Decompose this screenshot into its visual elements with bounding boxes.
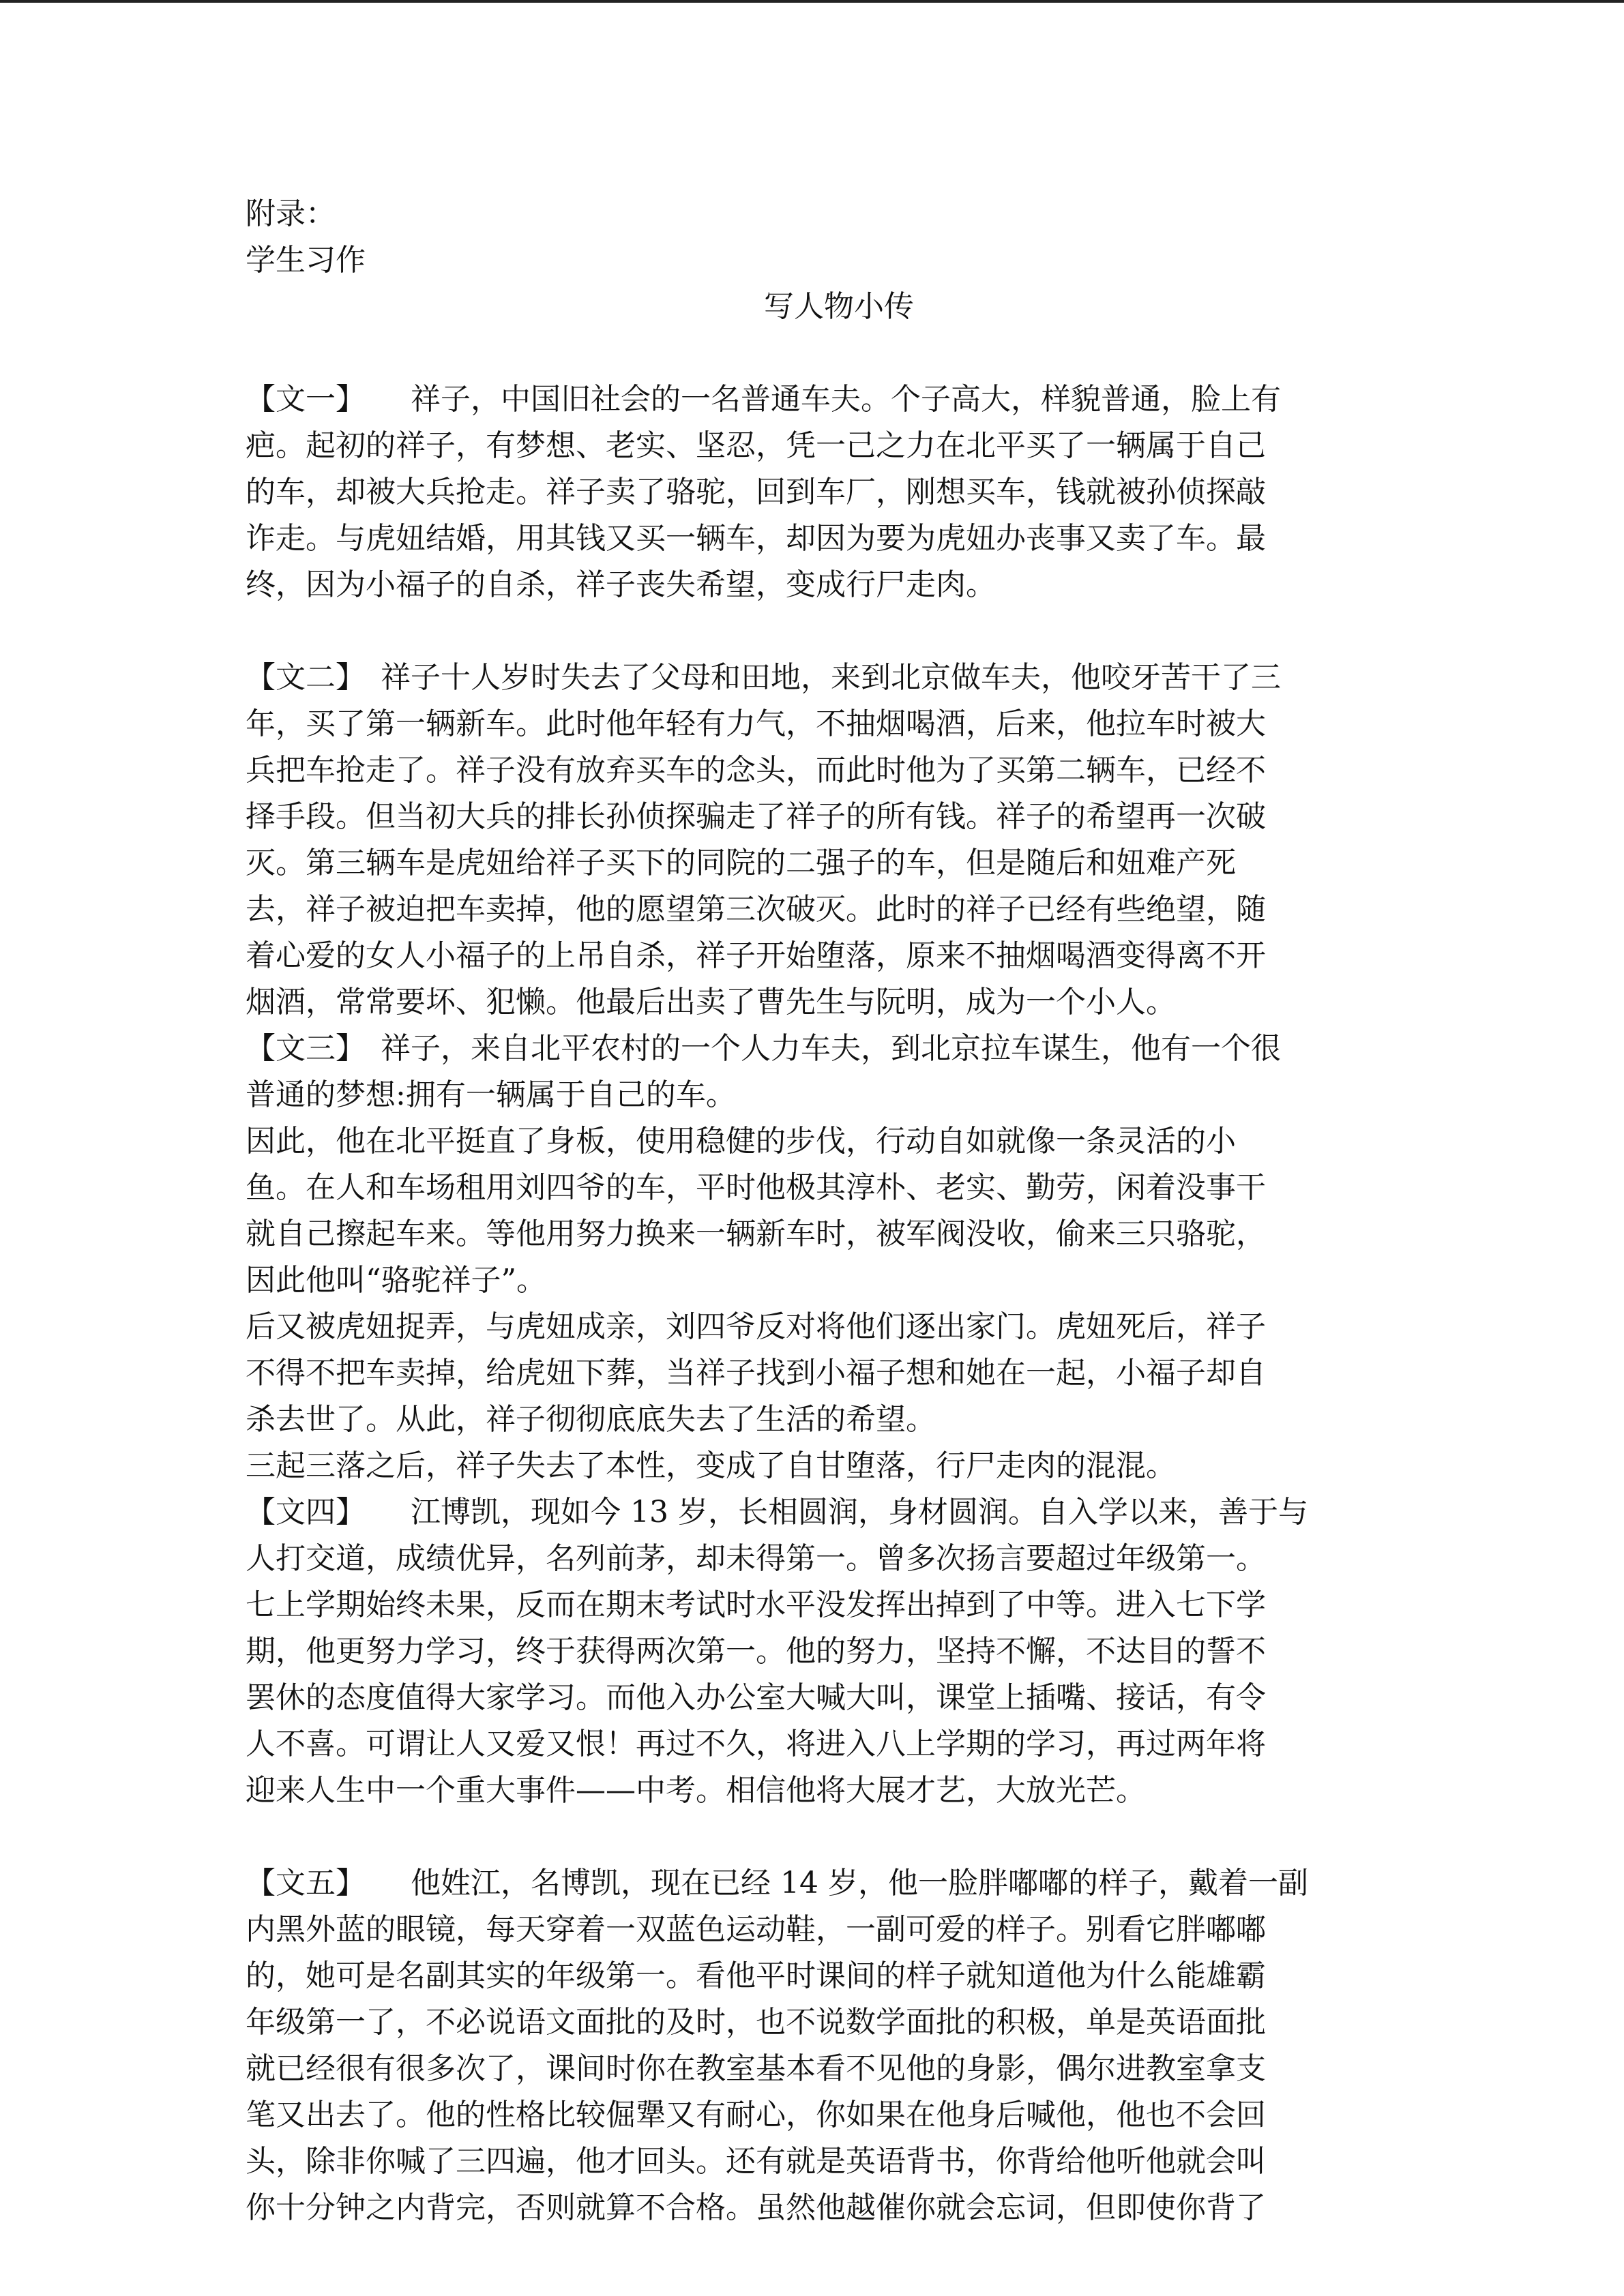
text-line: 终，因为小福子的自杀，祥子丧失希望，变成行尸走肉。: [246, 567, 996, 602]
text-line: 烟酒，常常要坏、犯懒。他最后出卖了曹先生与阮明，成为一个小人。: [246, 985, 1176, 1019]
essay-3-paragraph-1: [246, 1026, 1378, 1118]
essay-2: [246, 655, 1378, 1026]
essay-4-paragraph-1: [246, 1489, 1378, 1814]
text-line: 【文三】 祥子，来自北平农村的一个人力车夫，到北京拉车谋生，他有一个很: [246, 1031, 1281, 1066]
text-line: 你十分钟之内背完，否则就算不合格。虽然他越催你就会忘词，但即使你背了: [246, 2190, 1266, 2225]
text-line: 就自己擦起车来。等他用努力换来一辆新车时，被军阀没收，偷来三只骆驼，: [246, 1217, 1266, 1251]
text-line: 罢休的态度值得大家学习。而他入办公室大喊大叫，课堂上插嘴、接话，有令: [246, 1680, 1266, 1715]
text-line: 普通的梦想:拥有一辆属于自己的车。: [246, 1077, 736, 1112]
document-page: [246, 191, 1378, 2231]
essay-5-paragraph-1: [246, 1860, 1378, 2231]
text-line: 【文一】 祥子，中国旧社会的一名普通车夫。个子高大，样貌普通，脸上有: [246, 382, 1281, 417]
text-line: 三起三落之后，祥子失去了本性，变成了自甘堕落，行尸走肉的混混。: [246, 1448, 1176, 1483]
text-line: 七上学期始终未果，反而在期末考试时水平没发挥出掉到了中等。进入七下学: [246, 1587, 1266, 1622]
text-line: 择手段。但当初大兵的排长孙侦探骗走了祥子的所有钱。祥子的希望再一次破: [246, 799, 1266, 834]
essay-1: [246, 376, 1378, 608]
text-line: 去，祥子被迫把车卖掉，他的愿望第三次破灭。此时的祥子已经有些绝望，随: [246, 892, 1266, 927]
text-line: 【文四】 江博凯，现如今 13 岁，长相圆润，身材圆润。自入学以来，善于与: [246, 1495, 1308, 1530]
essay-3-paragraph-2: [246, 1118, 1378, 1304]
text-line: 诈走。与虎妞结婚，用其钱又买一辆车，却因为要为虎妞办丧事又卖了车。最: [246, 521, 1266, 556]
blank-line: [246, 608, 1378, 655]
text-line: 内黑外蓝的眼镜，每天穿着一双蓝色运动鞋，一副可爱的样子。别看它胖嘟嘟: [246, 1912, 1266, 1947]
essay-2-paragraph-1: [246, 655, 1378, 1026]
text-line: 【文五】 他姓江，名博凯，现在已经 14 岁，他一脸胖嘟嘟的样子，戴着一副: [246, 1866, 1308, 1900]
essay-3-paragraph-4: [246, 1443, 1378, 1489]
text-line: 的，她可是名副其实的年级第一。看他平时课间的样子就知道他为什么能雄霸: [246, 1958, 1266, 1993]
essay-3: [246, 1026, 1378, 1489]
text-line: 头，除非你喊了三四遍，他才回头。还有就是英语背书，你背给他听他就会叫: [246, 2144, 1266, 2179]
text-line: 鱼。在人和车场租用刘四爷的车，平时他极其淳朴、老实、勤劳，闲着没事干: [246, 1170, 1266, 1205]
appendix-label: 附录：: [246, 196, 336, 231]
text-line: 笔又出去了。他的性格比较倔犟又有耐心，你如果在他身后喊他，他也不会回: [246, 2098, 1266, 2132]
essay-4: [246, 1489, 1378, 1814]
text-line: 因此，他在北平挺直了身板，使用稳健的步伐，行动自如就像一条灵活的小: [246, 1124, 1236, 1159]
section-subtitle: 学生习作: [246, 243, 366, 278]
essay-3-paragraph-3: [246, 1304, 1378, 1443]
text-line: 疤。起初的祥子，有梦想、老实、坚忍，凭一己之力在北平买了一辆属于自己: [246, 428, 1266, 463]
text-line: 灭。第三辆车是虎妞给祥子买下的同院的二强子的车，但是随后和妞难产死: [246, 846, 1236, 880]
text-line: 后又被虎妞捉弄，与虎妞成亲，刘四爷反对将他们逐出家门。虎妞死后，祥子: [246, 1309, 1266, 1344]
text-line: 年，买了第一辆新车。此时他年轻有力气，不抽烟喝酒，后来，他拉车时被大: [246, 706, 1266, 741]
text-line: 年级第一了，不必说语文面批的及时，也不说数学面批的积极，单是英语面批: [246, 2005, 1266, 2040]
text-line: 不得不把车卖掉，给虎妞下葬，当祥子找到小福子想和她在一起，小福子却自: [246, 1356, 1266, 1390]
text-line: 因此他叫“骆驼祥子”。: [246, 1263, 546, 1298]
page-top-border: [0, 0, 1624, 3]
text-line: 人打交道，成绩优异，名列前茅，却未得第一。曾多次扬言要超过年级第一。: [246, 1541, 1266, 1576]
text-line: 着心爱的女人小福子的上吊自杀，祥子开始堕落，原来不抽烟喝酒变得离不开: [246, 938, 1266, 973]
essay-5: [246, 1860, 1378, 2231]
text-line: 人不喜。可谓让人又爱又恨！再过不久，将进入八上学期的学习，再过两年将: [246, 1727, 1266, 1761]
text-line: 【文二】 祥子十人岁时失去了父母和田地，来到北京做车夫，他咬牙苦干了三: [246, 660, 1281, 695]
essay-1-paragraph-1: [246, 376, 1378, 608]
text-line: 迎来人生中一个重大事件——中考。相信他将大展才艺，大放光芒。: [246, 1773, 1146, 1808]
blank-line: [246, 330, 1378, 376]
document-title: 写人物小传: [764, 289, 914, 324]
text-line: 兵把车抢走了。祥子没有放弃买车的念头，而此时他为了买第二辆车，已经不: [246, 753, 1266, 788]
text-line: 的车，却被大兵抢走。祥子卖了骆驼，回到车厂，刚想买车，钱就被孙侦探敲: [246, 475, 1266, 509]
text-line: 杀去世了。从此，祥子彻彻底底失去了生活的希望。: [246, 1402, 936, 1437]
text-line: 就已经很有很多次了，课间时你在教室基本看不见他的身影，偶尔进教室拿支: [246, 2051, 1266, 2086]
text-line: 期，他更努力学习，终于获得两次第一。他的努力，坚持不懈，不达目的誓不: [246, 1634, 1266, 1669]
blank-line: [246, 1814, 1378, 1860]
